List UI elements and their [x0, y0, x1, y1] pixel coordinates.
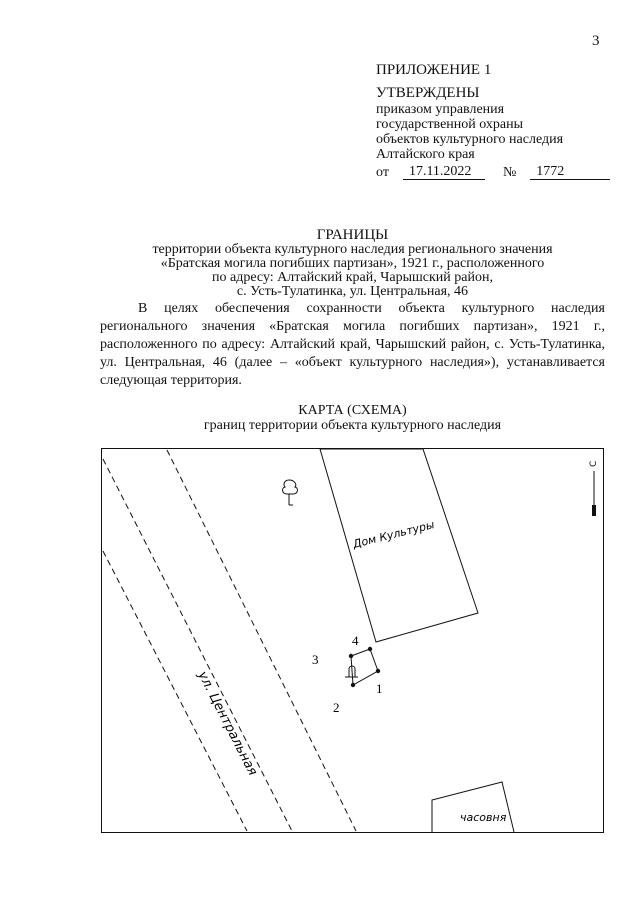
title-line: территории объекта культурного наследия регионального значения — [152, 242, 553, 257]
map-drawing — [102, 449, 603, 832]
date-prefix: от — [376, 165, 389, 180]
street-label: ул. Центральная — [194, 669, 260, 779]
street-edge-line — [103, 459, 292, 831]
number-sign: № — [502, 165, 517, 180]
north-label: С — [589, 460, 599, 467]
street-edge-line — [103, 551, 247, 831]
approval-line: государственной охраны — [376, 117, 524, 132]
page-number: 3 — [592, 33, 600, 49]
approval-line: объектов культурного наследия — [376, 132, 564, 147]
title-line: по адресу: Алтайский край, Чарышский район, — [212, 270, 493, 285]
map-heading — [100, 403, 605, 433]
map-scheme — [101, 448, 604, 833]
point-label: 2 — [333, 700, 340, 715]
approval-line: приказом управления — [376, 102, 505, 117]
chapel-building — [432, 782, 514, 832]
point-label: 1 — [376, 681, 383, 696]
building-label: Дом Культуры — [351, 518, 436, 551]
point-label: 3 — [312, 652, 319, 667]
north-arrow-icon — [589, 461, 599, 516]
house-of-culture-building — [320, 449, 478, 642]
title-line: «Братская могила погибших партизан», 1921 г., расположенного — [160, 256, 545, 271]
approval-block — [376, 62, 610, 180]
date-number-row — [376, 164, 610, 180]
map-title: КАРТА (СХЕМА) — [298, 403, 407, 418]
boundary-point — [376, 669, 380, 673]
point-label: 4 — [352, 633, 359, 648]
tree-icon — [283, 480, 298, 505]
document-title — [100, 227, 605, 299]
appendix-label: ПРИЛОЖЕНИЕ 1 — [376, 62, 492, 78]
boundary-point — [349, 654, 353, 658]
map-subtitle: границ территории объекта культурного наследия — [203, 418, 502, 433]
body-paragraph: В целях обеспечения сохранности объекта культурного наследия регионального значения «Братская могила погибших партизан», 1921 г., расположенного по адресу: Алтайский край, Чарышский район, с. Усть-Тулатинка, ул. Центральная, 46 (далее – «объект культурного наследия»), устанавливается следующая территория. — [100, 301, 605, 388]
chapel-label: часовня — [460, 811, 507, 824]
order-number: 1772 — [530, 164, 610, 180]
title-line: с. Усть-Тулатинка, ул. Центральная, 46 — [236, 284, 469, 299]
boundary-point — [351, 683, 355, 687]
order-date: 17.11.2022 — [403, 164, 485, 180]
title-heading: ГРАНИЦЫ — [316, 227, 389, 243]
approval-line: Алтайского края — [376, 147, 475, 162]
boundary-point — [368, 647, 372, 651]
approved-label: УТВЕРЖДЕНЫ — [376, 85, 480, 101]
